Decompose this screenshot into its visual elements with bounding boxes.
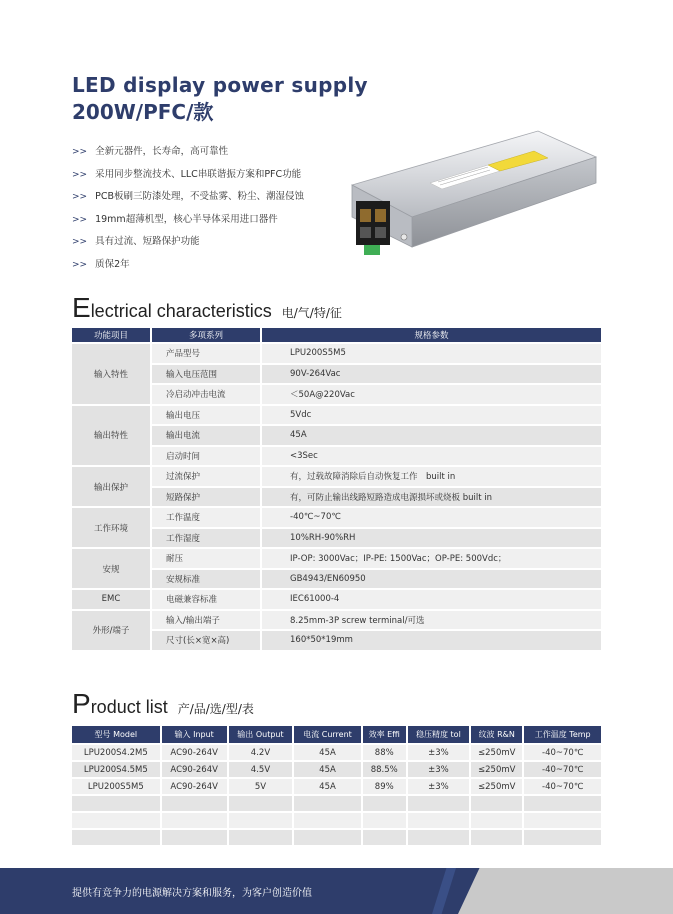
table-cell: ≤250mV	[471, 745, 522, 760]
table-row	[72, 830, 601, 845]
group-label: 安规	[72, 549, 150, 588]
table-cell	[162, 796, 227, 811]
bullet-arrow-icon: >>	[72, 192, 88, 202]
table-cell: IP-OP: 3000Vac；IP-PE: 1500Vac；OP-PE: 500Vdc；	[262, 549, 601, 568]
table-cell: LPU200S4.2M5	[72, 745, 160, 760]
bullet-arrow-icon: >>	[72, 214, 88, 225]
footer-slogan: 提供有竞争力的电源解决方案和服务，为客户创造价值	[72, 888, 312, 899]
text: 具有过流、短路保护功能	[95, 236, 200, 247]
table-cell	[408, 813, 469, 828]
table-cell: 45A	[294, 745, 361, 760]
feature-list	[72, 146, 304, 281]
feature-item	[72, 259, 304, 282]
feature-item	[72, 236, 304, 259]
page-title	[72, 72, 368, 126]
text: 产/品/选/型/表	[177, 702, 254, 716]
table-row	[72, 779, 601, 794]
table-row	[72, 549, 601, 568]
table-cell: 过流保护	[152, 467, 260, 486]
table-cell: 90V-264Vac	[262, 365, 601, 384]
table-cell	[162, 830, 227, 845]
table-cell: 短路保护	[152, 488, 260, 507]
table-cell: 耐压	[152, 549, 260, 568]
table-cell: 工作湿度	[152, 529, 260, 548]
table-cell: -40~70℃	[524, 779, 601, 794]
table-cell: AC90-264V	[162, 779, 227, 794]
feature-item	[72, 191, 304, 214]
table-cell	[294, 813, 361, 828]
table-cell: 安规标准	[152, 570, 260, 589]
text: 电/气/特/征	[281, 306, 342, 320]
table-cell: 5Vdc	[262, 406, 601, 425]
footer-accent-stripe	[432, 868, 456, 914]
table-cell	[524, 813, 601, 828]
group-label: EMC	[72, 590, 150, 609]
table-row	[72, 745, 601, 760]
table-cell	[72, 830, 160, 845]
table-row	[72, 570, 601, 589]
table-cell: 启动时间	[152, 447, 260, 466]
feature-item	[72, 169, 304, 192]
table-cell	[72, 813, 160, 828]
table-cell	[294, 830, 361, 845]
text: 采用同步整流技术、LLC串联谐振方案和PFC功能	[95, 168, 302, 180]
table-cell: <3Sec	[262, 447, 601, 466]
text: lectrical characteristics	[90, 301, 272, 321]
table-cell: ＜50A@220Vac	[262, 385, 601, 404]
table-cell: 有，可防止输出线路短路造成电源损坏或烧板 built in	[262, 488, 601, 507]
product-list-heading	[72, 688, 254, 720]
bullet-arrow-icon: >>	[72, 259, 88, 270]
table-cell	[363, 830, 406, 845]
table-cell	[229, 830, 292, 845]
table-cell: 输入/输出端子	[152, 611, 260, 630]
text: PCB板刷三防漆处理，不受盐雾、粉尘、潮湿侵蚀	[95, 191, 304, 202]
table-cell: LPU200S5M5	[262, 344, 601, 363]
table-row	[72, 488, 601, 507]
group-label: 输出特性	[72, 406, 150, 466]
text: 质保2年	[95, 258, 130, 270]
table-cell: 45A	[294, 779, 361, 794]
table-row	[72, 365, 601, 384]
column-header: 功能项目	[72, 328, 150, 342]
table-cell: 尺寸(长×宽×高)	[152, 631, 260, 650]
table-cell: AC90-264V	[162, 762, 227, 777]
table-cell: LPU200S4.5M5	[72, 762, 160, 777]
table-cell: 4.2V	[229, 745, 292, 760]
title-line-2: 200W/PFC/款	[72, 100, 214, 124]
table-row	[72, 344, 601, 363]
table-cell	[471, 813, 522, 828]
bullet-arrow-icon: >>	[72, 147, 88, 157]
table-cell: 输入电压范围	[152, 365, 260, 384]
product-list-table	[70, 724, 603, 847]
table-cell: 45A	[262, 426, 601, 445]
footer-grey-panel	[458, 868, 673, 914]
table-cell	[162, 813, 227, 828]
table-cell: 88%	[363, 745, 406, 760]
table-cell	[229, 796, 292, 811]
column-header: 型号 Model	[72, 726, 160, 743]
bullet-arrow-icon: >>	[72, 169, 88, 180]
table-cell: -40~70℃	[524, 745, 601, 760]
table-row	[72, 467, 601, 486]
text: 19mm超薄机型，核心半导体采用进口器件	[95, 213, 278, 225]
table-cell: 输出电压	[152, 406, 260, 425]
table-cell: ±3%	[408, 745, 469, 760]
group-label: 输入特性	[72, 344, 150, 404]
table-row	[72, 385, 601, 404]
electrical-section-heading	[72, 292, 342, 324]
table-row	[72, 796, 601, 811]
table-cell: ±3%	[408, 762, 469, 777]
table-cell: 4.5V	[229, 762, 292, 777]
table-cell	[471, 830, 522, 845]
table-cell: 有，过载故障消除后自动恢复工作 built in	[262, 467, 601, 486]
table-cell	[408, 830, 469, 845]
table-cell: ≤250mV	[471, 779, 522, 794]
table-cell: 冷启动冲击电流	[152, 385, 260, 404]
power-supply-product-image	[338, 125, 608, 275]
table-row	[72, 813, 601, 828]
column-header: 输出 Output	[229, 726, 292, 743]
column-header: 电流 Current	[294, 726, 361, 743]
table-cell: -40~70℃	[524, 762, 601, 777]
table-row	[72, 426, 601, 445]
table-cell: 160*50*19mm	[262, 631, 601, 650]
electrical-characteristics-table	[70, 326, 603, 652]
feature-item	[72, 146, 304, 169]
column-header: 多项系列	[152, 328, 260, 342]
table-row	[72, 590, 601, 609]
table-cell: 5V	[229, 779, 292, 794]
table-cell	[408, 796, 469, 811]
table-cell: GB4943/EN60950	[262, 570, 601, 589]
table-row	[72, 762, 601, 777]
table-cell: 产品型号	[152, 344, 260, 363]
table-row	[72, 611, 601, 630]
table-cell: 8.25mm-3P screw terminal/可选	[262, 611, 601, 630]
table-cell	[524, 796, 601, 811]
table-row	[72, 529, 601, 548]
table-cell	[72, 796, 160, 811]
table-cell: 89%	[363, 779, 406, 794]
footer-banner	[0, 868, 673, 914]
text: 全新元器件，长寿命，高可靠性	[95, 146, 229, 157]
group-label: 输出保护	[72, 467, 150, 506]
table-cell: 电磁兼容标准	[152, 590, 260, 609]
text: P	[72, 688, 91, 719]
table-cell	[363, 796, 406, 811]
table-cell: 88.5%	[363, 762, 406, 777]
title-line-1: LED display power supply	[72, 73, 368, 97]
table-cell: IEC61000-4	[262, 590, 601, 609]
text: E	[72, 292, 91, 323]
table-cell: -40℃~70℃	[262, 508, 601, 527]
table-cell: LPU200S5M5	[72, 779, 160, 794]
table-row	[72, 447, 601, 466]
table-row	[72, 631, 601, 650]
table-cell	[363, 813, 406, 828]
table-cell: ±3%	[408, 779, 469, 794]
table-row	[72, 508, 601, 527]
column-header: 效率 Effi	[363, 726, 406, 743]
table-cell: 工作温度	[152, 508, 260, 527]
text: roduct list	[90, 697, 168, 717]
feature-item	[72, 214, 304, 237]
column-header: 稳压精度 tol	[408, 726, 469, 743]
table-cell	[294, 796, 361, 811]
group-label: 外形/端子	[72, 611, 150, 650]
table-header-row	[72, 726, 601, 743]
table-cell: 输出电流	[152, 426, 260, 445]
column-header: 规格参数	[262, 328, 601, 342]
table-cell: 45A	[294, 762, 361, 777]
table-header-row	[72, 328, 601, 342]
group-label: 工作环境	[72, 508, 150, 547]
column-header: 输入 Input	[162, 726, 227, 743]
table-cell	[524, 830, 601, 845]
table-cell	[229, 813, 292, 828]
column-header: 纹波 R&N	[471, 726, 522, 743]
table-cell	[471, 796, 522, 811]
bullet-arrow-icon: >>	[72, 237, 88, 247]
table-row	[72, 406, 601, 425]
table-cell: 10%RH-90%RH	[262, 529, 601, 548]
table-cell: ≤250mV	[471, 762, 522, 777]
column-header: 工作温度 Temp	[524, 726, 601, 743]
table-cell: AC90-264V	[162, 745, 227, 760]
